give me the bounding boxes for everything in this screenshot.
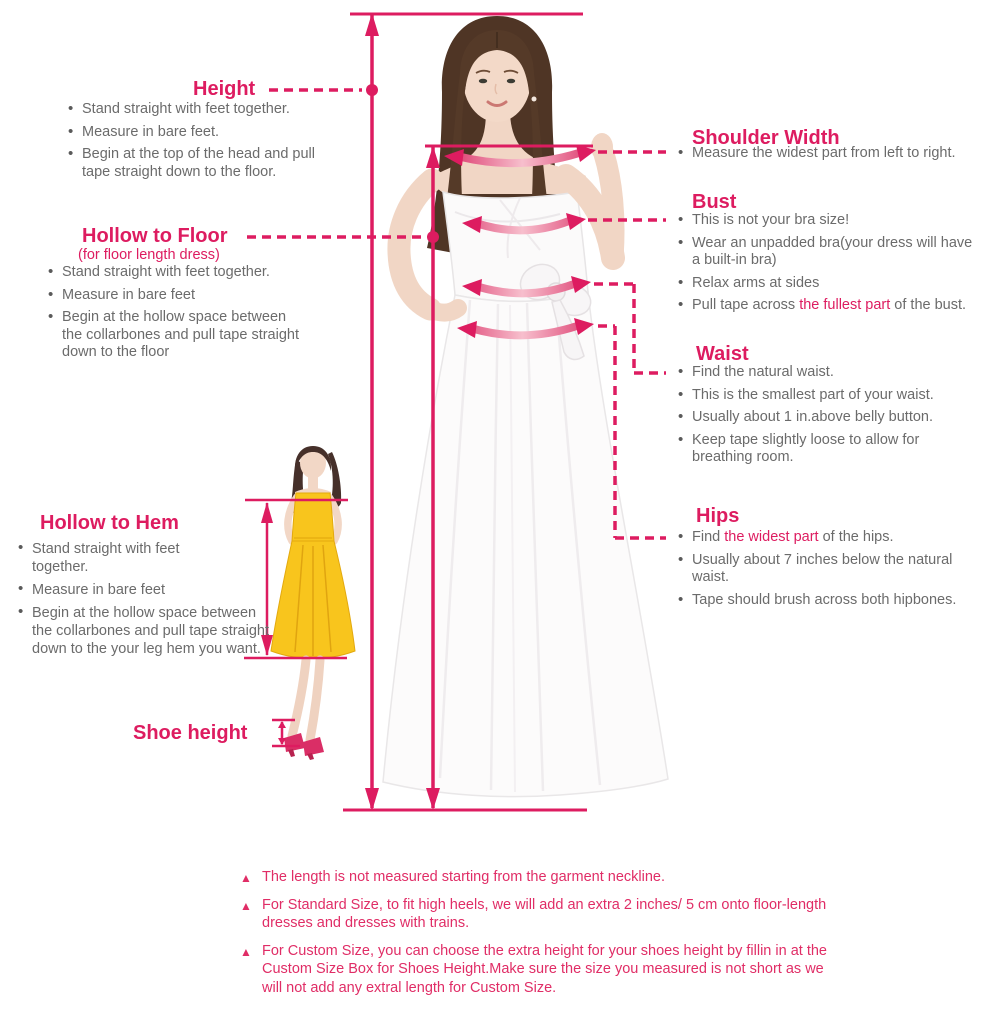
footer-notes [240,868,840,1006]
waist-title: Waist [696,343,749,365]
bust-instructions [676,212,1000,320]
warning-triangle-icon: ▲ [240,944,252,959]
shoulder-width-instructions [676,145,1000,168]
note-item: ▲ The length is not measured starting from the garment neckline. [240,868,852,887]
hollow-to-floor-subtitle: (for floor length dress) [78,247,220,263]
list-item: • Stand straight with feet together. [66,101,336,119]
main-model-illustration [383,16,668,797]
hollow-to-floor-instructions [46,264,326,367]
list-item: • This is not your bra size! [676,212,1000,230]
hollow-to-hem-instructions [16,540,269,663]
shoe-height-title: Shoe height [133,722,248,744]
list-item: • Measure the widest part from left to right. [676,145,1000,163]
list-item: • Stand straight with feet together. [46,264,326,282]
list-item: • Wear an unpadded bra(your dress will have a built-in bra) [676,235,982,270]
list-item: • Measure in bare feet. [66,124,336,142]
hollow-to-floor-title: Hollow to Floor [82,225,228,247]
note-item: ▲ For Custom Size, you can choose the extra height for your shoes height by fillin in at the Custom Size Box for Shoes Height.Make sure the size you measured is not short as we will not add any extral length for Custom Size. [240,942,827,996]
hips-title: Hips [696,505,740,527]
list-item: • Measure in bare feet [46,287,326,305]
list-item: • Relax arms at sides [676,275,1000,293]
list-item: • Keep tape slightly loose to allow for breathing room. [676,432,970,467]
bust-title: Bust [692,191,737,213]
note-item: ▲ For Standard Size, to fit high heels, we will add an extra 2 inches/ 5 cm onto floor-length dresses and dresses with trains. [240,896,827,931]
list-item: • Find the natural waist. [676,364,1000,382]
list-item: • Begin at the hollow space between the collarbones and pull tape straight down to the your leg hem you want. [16,604,274,658]
hips-instructions [676,529,1000,614]
list-item: • Pull tape across the fullest part of the bust. [676,297,1000,315]
warning-triangle-icon: ▲ [240,871,252,885]
list-item: • Tape should brush across both hipbones. [676,592,1000,610]
shoulder-width-title: Shoulder Width [692,127,840,149]
warning-triangle-icon: ▲ [240,898,252,913]
list-item: • Usually about 7 inches below the natural waist. [676,552,992,587]
list-item: • Stand straight with feet together. [16,540,210,576]
list-item: • Find the widest part of the hips. [676,529,1000,547]
list-item: • This is the smallest part of your waist. [676,387,1000,405]
list-item: • Begin at the hollow space between the collarbones and pull tape straight down to the floor [46,309,310,362]
height-instructions [66,101,336,186]
small-model-illustration [271,446,355,760]
hollow-to-hem-title: Hollow to Hem [40,512,179,534]
list-item: • Usually about 1 in.above belly button. [676,409,1000,427]
list-item: • Begin at the top of the head and pull tape straight down to the floor. [66,146,320,181]
waist-instructions [676,364,1000,472]
list-item: • Measure in bare feet [16,581,266,599]
height-title: Height [193,78,256,100]
